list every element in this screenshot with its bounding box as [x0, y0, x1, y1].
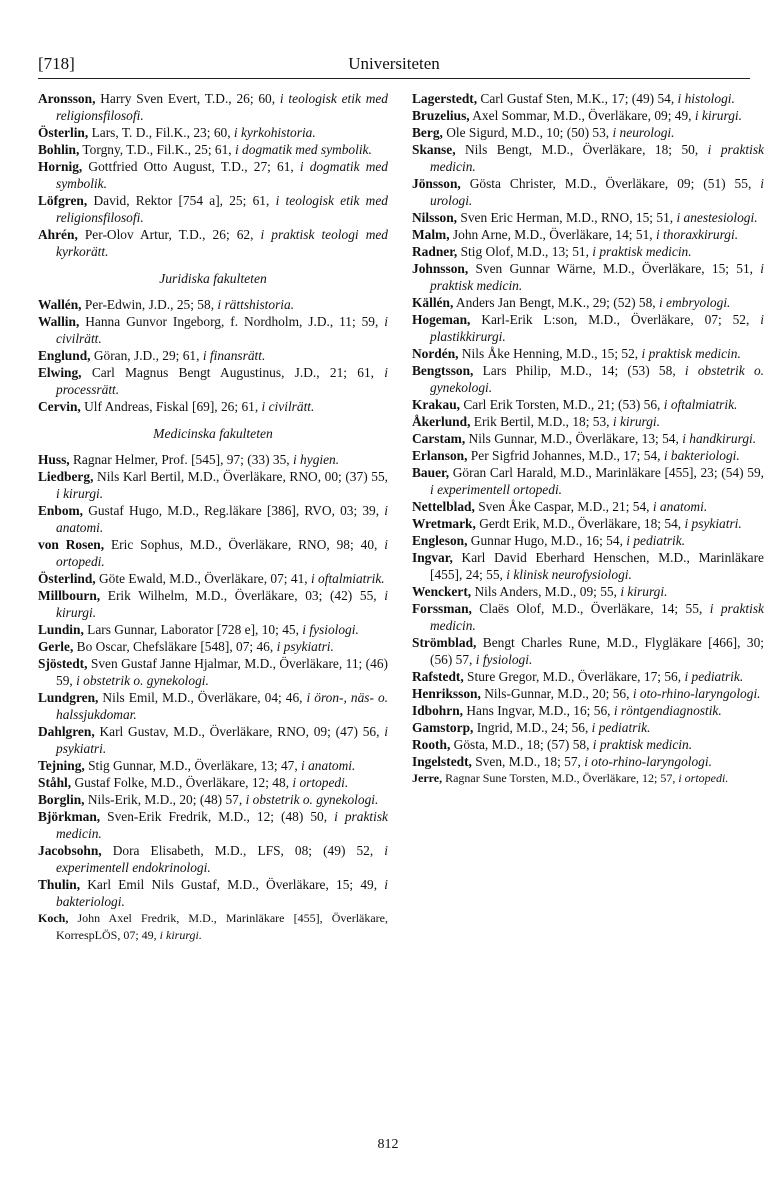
entry-subject: i rättshistoria.: [217, 297, 295, 312]
entry-subject: i thoraxkirurgi.: [655, 227, 739, 242]
faculty-entry: [412, 345, 764, 362]
faculty-entry: [38, 876, 388, 910]
entry-surname: Forssman,: [412, 601, 472, 616]
entry-subject: i praktisk teologi med kyrkorätt.: [56, 227, 388, 259]
faculty-entry: [412, 175, 764, 209]
entry-details: Karl Emil Nils Gustaf, M.D., Överläkare, 15; 49,: [80, 877, 385, 892]
faculty-entry: [412, 90, 764, 107]
faculty-entry: [412, 464, 764, 498]
faculty-entry: [412, 515, 764, 532]
entry-surname: Johnsson,: [412, 261, 469, 276]
entry-surname: Bohlin,: [38, 142, 80, 157]
faculty-entry: [38, 364, 388, 398]
entry-details: Ole Sigurd, M.D., 10; (50) 53,: [442, 125, 613, 140]
faculty-entry: [412, 736, 764, 753]
entry-subject: i praktisk medicin.: [592, 244, 692, 259]
entry-surname: Löfgren,: [38, 193, 88, 208]
faculty-entry: [38, 90, 388, 124]
entry-subject: i embryologi.: [658, 295, 731, 310]
entry-subject: i teologisk etik med religionsfilosofi.: [56, 91, 389, 123]
faculty-entry: [38, 621, 388, 638]
entry-details: Gerdt Erik, M.D., Överläkare, 18; 54,: [475, 516, 685, 531]
faculty-entry: [412, 634, 764, 668]
faculty-entry: [38, 347, 388, 364]
entry-subject: i kirurgi.: [159, 928, 202, 942]
entry-surname: Ståhl,: [38, 775, 72, 790]
entry-subject: i oto-rhino-laryngologi.: [584, 754, 712, 769]
entry-subject: i praktisk medicin.: [430, 261, 764, 293]
faculty-entry: [38, 570, 388, 587]
section-heading: Juridiska fakulteten: [159, 271, 267, 286]
entry-subject: i plastikkirurgi.: [430, 312, 764, 344]
entry-details: Stig Olof, M.D., 13; 51,: [457, 244, 593, 259]
entry-surname: Hornig,: [38, 159, 83, 174]
entry-subject: i öron-, näs- o. halssjukdomar.: [56, 690, 388, 722]
entry-details: Ragnar Helmer, Prof. [545], 97; (33) 35,: [69, 452, 293, 467]
faculty-entry: [38, 842, 388, 876]
entry-surname: Tejning,: [38, 758, 85, 773]
entry-surname: Koch,: [38, 911, 69, 925]
entry-subject: i neurologi.: [612, 125, 675, 140]
entry-subject: i histologi.: [677, 91, 735, 106]
entry-details: Harry Sven Evert, T.D., 26; 60,: [95, 91, 280, 106]
faculty-entry: [38, 723, 388, 757]
entry-details: Lars Gunnar, Laborator [728 e], 10; 45,: [83, 622, 303, 637]
entry-details: Lars Philip, M.D., 14; (53) 58,: [473, 363, 685, 378]
entry-details: Dora Elisabeth, M.D., LFS, 08; (49) 52,: [101, 843, 385, 858]
faculty-entry: [412, 447, 764, 464]
entry-surname: Henriksson,: [412, 686, 481, 701]
entry-details: Per-Edwin, J.D., 25; 58,: [81, 297, 218, 312]
entry-surname: Aronsson,: [38, 91, 96, 106]
entry-details: Per Sigfrid Johannes, M.D., 17; 54,: [467, 448, 664, 463]
section-heading: Medicinska fakulteten: [153, 426, 273, 441]
entry-details: Ulf Andreas, Fiskal [69], 26; 61,: [80, 399, 262, 414]
entry-details: Gösta Christer, M.D., Överläkare, 09; (51) 55,: [460, 176, 761, 191]
entry-subject: i pediatrik.: [684, 669, 744, 684]
entry-details: John Axel Fredrik, M.D., Marinläkare [455], Överläkare, KorrespLÖS, 07; 49,: [56, 911, 388, 942]
entry-details: Göran, J.D., 29; 61,: [90, 348, 203, 363]
entry-surname: Österlin,: [38, 125, 89, 140]
running-header: [38, 52, 750, 79]
entry-details: Gunnar Hugo, M.D., 16; 54,: [467, 533, 627, 548]
entry-details: Ragnar Sune Torsten, M.D., Överläkare, 12; 57,: [442, 771, 679, 785]
entry-surname: Englund,: [38, 348, 91, 363]
entry-details: Karl Gustav, M.D., Överläkare, RNO, 09; (47) 56,: [94, 724, 385, 739]
faculty-entry: [412, 243, 764, 260]
entry-details: Lars, T. D., Fil.K., 23; 60,: [88, 125, 234, 140]
faculty-entry: [412, 600, 764, 634]
entry-details: Carl Magnus Bengt Augustinus, J.D., 21; 61,: [81, 365, 385, 380]
entry-subject: i kirurgi.: [56, 486, 104, 501]
faculty-entry: [38, 757, 388, 774]
faculty-entry: [38, 910, 388, 944]
entry-surname: Hogeman,: [412, 312, 471, 327]
entry-details: Sven Eric Herman, M.D., RNO, 15; 51,: [457, 210, 677, 225]
entry-subject: i civilrätt.: [56, 314, 388, 346]
entry-details: Erik Wilhelm, M.D., Överläkare, 03; (42) 55,: [100, 588, 385, 603]
left-column: [38, 90, 388, 944]
entry-surname: Lundgren,: [38, 690, 99, 705]
entry-subject: i ortopedi.: [292, 775, 349, 790]
entry-surname: Jacobsohn,: [38, 843, 102, 858]
entry-surname: Bengtsson,: [412, 363, 474, 378]
entry-subject: i anatomi.: [301, 758, 356, 773]
faculty-entry: [412, 396, 764, 413]
entry-subject: i bakteriologi.: [56, 877, 388, 909]
entry-surname: Dahlgren,: [38, 724, 95, 739]
faculty-entry: [412, 753, 764, 770]
faculty-entry: [38, 808, 388, 842]
entry-details: Karl David Eberhard Henschen, M.D., Marinläkare [455], 24; 55,: [430, 550, 764, 582]
entry-subject: i hygien.: [292, 452, 340, 467]
faculty-entry: [38, 774, 388, 791]
entry-subject: i processrätt.: [56, 365, 388, 397]
entry-details: Sture Gregor, M.D., Överläkare, 17; 56,: [463, 669, 685, 684]
faculty-entry: [412, 362, 764, 396]
entry-surname: Bauer,: [412, 465, 450, 480]
entry-details: David, Rektor [754 a], 25; 61,: [87, 193, 276, 208]
faculty-entry: [412, 311, 764, 345]
faculty-entry: [38, 192, 388, 226]
entry-surname: Gerle,: [38, 639, 74, 654]
entry-subject: i anestesiologi.: [676, 210, 758, 225]
entry-subject: i röntgendiagnostik.: [613, 703, 722, 718]
entry-subject: i finansrätt.: [202, 348, 266, 363]
entry-surname: Erlanson,: [412, 448, 468, 463]
entry-details: John Arne, M.D., Överläkare, 14; 51,: [449, 227, 656, 242]
entry-details: Sven-Erik Fredrik, M.D., 12; (48) 50,: [100, 809, 335, 824]
entry-subject: i pediatrik.: [626, 533, 686, 548]
faculty-entry: [412, 668, 764, 685]
entry-details: Gustaf Folke, M.D., Överläkare, 12; 48,: [71, 775, 293, 790]
entry-subject: i psykiatri.: [276, 639, 334, 654]
entry-surname: Thulin,: [38, 877, 81, 892]
entry-details: Claës Olof, M.D., Överläkare, 14; 55,: [471, 601, 710, 616]
entry-subject: i handkirurgi.: [682, 431, 757, 446]
entry-surname: Gamstorp,: [412, 720, 474, 735]
entry-subject: i praktisk medicin.: [641, 346, 741, 361]
entry-surname: Strömblad,: [412, 635, 477, 650]
faculty-entry: [38, 451, 388, 468]
faculty-entry: [412, 702, 764, 719]
faculty-entry: [38, 313, 388, 347]
page-number: 812: [377, 1137, 399, 1152]
entry-details: Bo Oscar, Chefsläkare [548], 07; 46,: [73, 639, 277, 654]
entry-surname: Ingelstedt,: [412, 754, 472, 769]
header-title: Universiteten: [348, 54, 440, 73]
entry-subject: i bakteriologi.: [663, 448, 740, 463]
entry-surname: Lagerstedt,: [412, 91, 478, 106]
faculty-entry: [38, 638, 388, 655]
faculty-entry: [38, 587, 388, 621]
entry-details: Anders Jan Bengt, M.K., 29; (52) 58,: [453, 295, 659, 310]
entry-details: Nils Bengt, M.D., Överläkare, 18; 50,: [455, 142, 708, 157]
entry-surname: Wretmark,: [412, 516, 476, 531]
entry-details: Gottfried Otto August, T.D., 27; 61,: [82, 159, 300, 174]
entry-surname: Österlind,: [38, 571, 96, 586]
entry-surname: Ingvar,: [412, 550, 453, 565]
entry-subject: i teologisk etik med religionsfilosofi.: [56, 193, 388, 225]
entry-surname: Cervin,: [38, 399, 81, 414]
entry-subject: i oto-rhino-laryngologi.: [632, 686, 761, 701]
entry-surname: Elwing,: [38, 365, 82, 380]
faculty-entry: [412, 685, 764, 702]
entry-details: Eric Sophus, M.D., Överläkare, RNO, 98; 40,: [104, 537, 385, 552]
entry-subject: i obstetrik o. gynekologi.: [76, 673, 209, 688]
entry-subject: i oftalmiatrik.: [663, 397, 738, 412]
entry-subject: i ortopedi.: [56, 537, 388, 569]
entry-details: Nils Åke Henning, M.D., 15; 52,: [458, 346, 642, 361]
faculty-entry: [412, 209, 764, 226]
right-column: [412, 90, 764, 787]
entry-subject: i kirurgi.: [620, 584, 668, 599]
entry-details: Nils-Gunnar, M.D., 20; 56,: [480, 686, 633, 701]
entry-subject: i klinisk neurofysiologi.: [506, 567, 632, 582]
entry-details: Axel Sommar, M.D., Överläkare, 09; 49,: [469, 108, 695, 123]
entry-details: Hans Ingvar, M.D., 16; 56,: [463, 703, 614, 718]
faculty-entry: [412, 107, 764, 124]
faculty-entry: [38, 398, 388, 415]
faculty-entry: [38, 655, 388, 689]
entry-surname: Krakau,: [412, 397, 460, 412]
faculty-entry: [412, 770, 764, 787]
entry-subject: i experimentell ortopedi.: [430, 482, 563, 497]
entry-subject: i civilrätt.: [261, 399, 315, 414]
entry-subject: i dogmatik med symbolik.: [234, 142, 372, 157]
faculty-entry: [38, 124, 388, 141]
entry-surname: Huss,: [38, 452, 70, 467]
entry-surname: Carstam,: [412, 431, 466, 446]
entry-subject: i oftalmiatrik.: [310, 571, 385, 586]
entry-details: Sven, M.D., 18; 57,: [471, 754, 585, 769]
entry-details: Gustaf Hugo, M.D., Reg.läkare [386], RVO, 03; 39,: [83, 503, 385, 518]
faculty-entry: [412, 430, 764, 447]
entry-surname: Jönsson,: [412, 176, 461, 191]
faculty-entry: [412, 583, 764, 600]
entry-surname: Ahrén,: [38, 227, 78, 242]
entry-surname: Sjöstedt,: [38, 656, 88, 671]
entry-details: Bengt Charles Rune, M.D., Flygläkare [466], 30; (56) 57,: [430, 635, 764, 667]
entry-details: Göte Ewald, M.D., Överläkare, 07; 41,: [95, 571, 311, 586]
entry-surname: Enbom,: [38, 503, 84, 518]
entry-subject: i psykiatri.: [684, 516, 742, 531]
entry-surname: Borglin,: [38, 792, 85, 807]
entry-surname: von Rosen,: [38, 537, 105, 552]
faculty-entry: [38, 226, 388, 260]
entry-subject: i kirurgi.: [56, 588, 388, 620]
faculty-entry: [412, 141, 764, 175]
entry-surname: Rafstedt,: [412, 669, 464, 684]
entry-details: Carl Gustaf Sten, M.K., 17; (49) 54,: [477, 91, 678, 106]
entry-subject: i praktisk medicin.: [430, 601, 764, 633]
faculty-entry: [412, 124, 764, 141]
faculty-entry: [38, 536, 388, 570]
faculty-entry: [412, 413, 764, 430]
faculty-entry: [412, 719, 764, 736]
entry-surname: Lundin,: [38, 622, 84, 637]
entry-details: Nils-Erik, M.D., 20; (48) 57,: [84, 792, 246, 807]
entry-subject: i experimentell endokrinologi.: [56, 843, 388, 875]
entry-details: Ingrid, M.D., 24; 56,: [473, 720, 592, 735]
faculty-entry: [38, 468, 388, 502]
entry-surname: Malm,: [412, 227, 450, 242]
entry-subject: i praktisk medicin.: [430, 142, 764, 174]
entry-subject: i kirurgi.: [694, 108, 742, 123]
entry-details: Göran Carl Harald, M.D., Marinläkare [455], 23; (54) 59,: [449, 465, 764, 480]
faculty-entry: [38, 791, 388, 808]
entry-details: Stig Gunnar, M.D., Överläkare, 13; 47,: [84, 758, 302, 773]
entry-surname: Wallin,: [38, 314, 80, 329]
entry-surname: Skanse,: [412, 142, 456, 157]
entry-subject: i urologi.: [430, 176, 764, 208]
entry-surname: Millbourn,: [38, 588, 101, 603]
entry-surname: Wenckert,: [412, 584, 472, 599]
entry-surname: Nilsson,: [412, 210, 458, 225]
faculty-entry: [412, 498, 764, 515]
entry-subject: i kirurgi.: [612, 414, 660, 429]
entry-subject: i praktisk medicin.: [592, 737, 693, 752]
entry-subject: i anatomi.: [652, 499, 708, 514]
entry-details: Sven Åke Caspar, M.D., 21; 54,: [474, 499, 653, 514]
entry-subject: i anatomi.: [56, 503, 388, 535]
entry-subject: i obstetrik o. gynekologi.: [430, 363, 764, 395]
faculty-entry: [38, 158, 388, 192]
entry-subject: i ortopedi.: [678, 771, 729, 785]
entry-details: Erik Bertil, M.D., 18; 53,: [470, 414, 613, 429]
entry-details: Sven Gustaf Janne Hjalmar, M.D., Överläkare, 11; (46) 59,: [56, 656, 388, 688]
entry-details: Torgny, T.D., Fil.K., 25; 61,: [79, 142, 235, 157]
faculty-entry: [38, 689, 388, 723]
entry-surname: Källén,: [412, 295, 454, 310]
entry-subject: i dogmatik med symbolik.: [56, 159, 388, 191]
entry-subject: i psykiatri.: [56, 724, 388, 756]
faculty-entry: [412, 226, 764, 243]
entry-surname: Bruzelius,: [412, 108, 470, 123]
entry-surname: Wallén,: [38, 297, 82, 312]
faculty-entry: [38, 141, 388, 158]
faculty-entry: [412, 532, 764, 549]
entry-surname: Berg,: [412, 125, 443, 140]
faculty-entry: [38, 296, 388, 313]
entry-details: Gösta, M.D., 18; (57) 58,: [450, 737, 593, 752]
entry-surname: Liedberg,: [38, 469, 94, 484]
entry-surname: Radner,: [412, 244, 458, 259]
entry-surname: Idbohrn,: [412, 703, 463, 718]
header-page-reference: [718]: [38, 54, 75, 73]
entry-details: Karl-Erik L:son, M.D., Överläkare, 07; 52,: [470, 312, 761, 327]
entry-surname: Rooth,: [412, 737, 451, 752]
entry-surname: Åkerlund,: [412, 414, 471, 429]
entry-details: Hanna Gunvor Ingeborg, f. Nordholm, J.D., 11; 59,: [79, 314, 385, 329]
faculty-entry: [412, 549, 764, 583]
faculty-entry: [412, 260, 764, 294]
entry-surname: Björkman,: [38, 809, 101, 824]
entry-surname: Jerre,: [412, 771, 443, 785]
entry-subject: i praktisk medicin.: [56, 809, 388, 841]
faculty-entry: [38, 502, 388, 536]
entry-details: Carl Erik Torsten, M.D., 21; (53) 56,: [460, 397, 664, 412]
entry-subject: i obstetrik o. gynekologi.: [245, 792, 379, 807]
entry-details: Nils Emil, M.D., Överläkare, 04; 46,: [98, 690, 307, 705]
entry-subject: i fysiologi.: [302, 622, 359, 637]
entry-details: Nils Anders, M.D., 09; 55,: [471, 584, 621, 599]
entry-details: Nils Gunnar, M.D., Överläkare, 13; 54,: [465, 431, 683, 446]
faculty-entry: [412, 294, 764, 311]
entry-subject: i fysiologi.: [475, 652, 533, 667]
entry-surname: Nettelblad,: [412, 499, 475, 514]
entry-details: Sven Gunnar Wärne, M.D., Överläkare, 15; 51,: [468, 261, 761, 276]
entry-details: Nils Karl Bertil, M.D., Överläkare, RNO, 00; (37) 55,: [93, 469, 388, 484]
entry-details: Per-Olov Artur, T.D., 26; 62,: [77, 227, 261, 242]
entry-surname: Nordén,: [412, 346, 459, 361]
entry-subject: i pediatrik.: [591, 720, 651, 735]
entry-surname: Engleson,: [412, 533, 468, 548]
entry-subject: i kyrkohistoria.: [233, 125, 316, 140]
